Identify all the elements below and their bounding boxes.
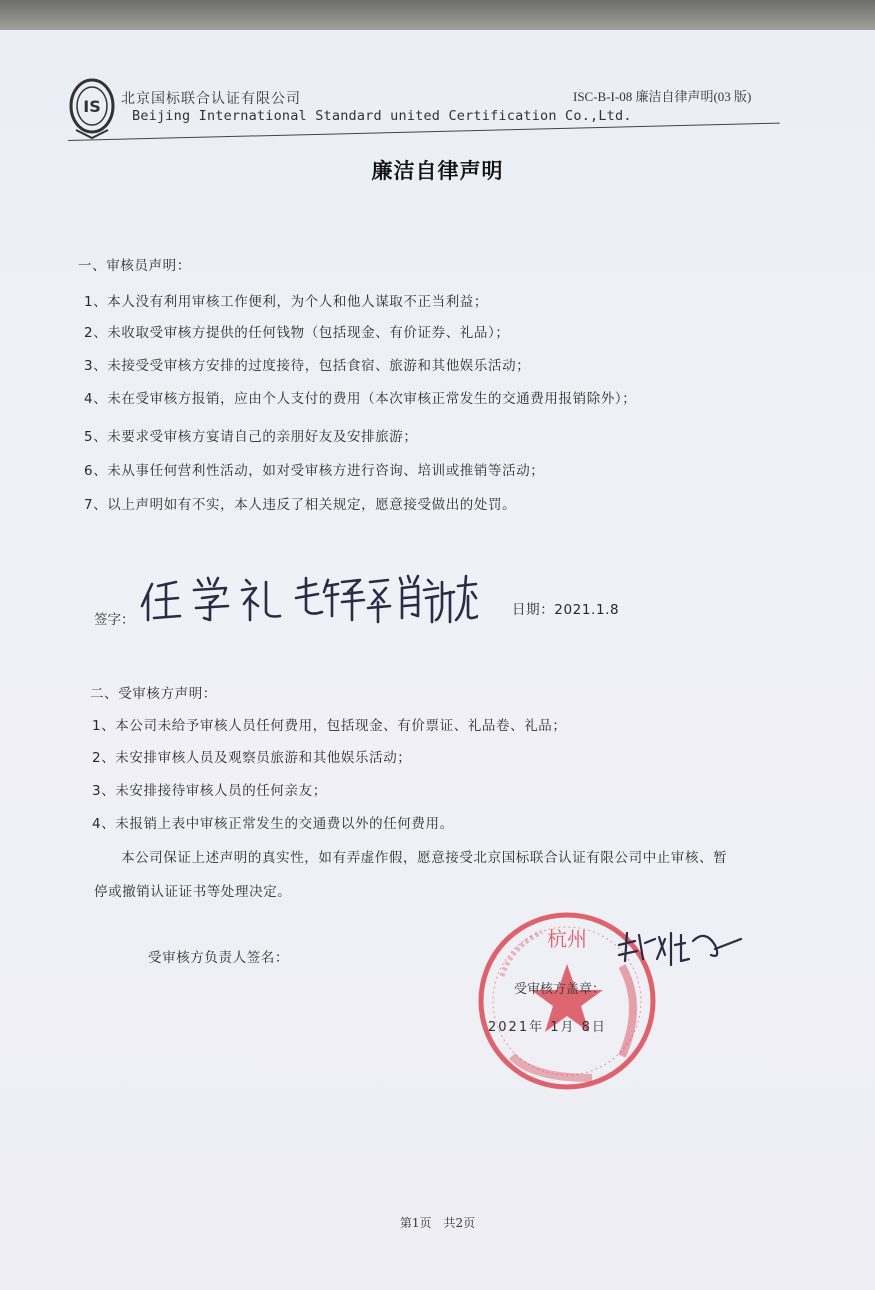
section2-item: 4、未报销上表中审核正常发生的交通费以外的任何费用。 bbox=[92, 816, 454, 832]
page-number: 第1页 共2页 bbox=[399, 1216, 476, 1230]
section1-item: 1、本人没有利用审核工作便利，为个人和他人谋取不正当利益； bbox=[84, 294, 488, 310]
document-page bbox=[0, 18, 875, 1290]
responsible-signature-label: 受审核方负责人签名： bbox=[148, 950, 289, 966]
company-name-en: Beijing International Standard united Certification Co.,Ltd. bbox=[132, 108, 632, 124]
section1-item: 3、未接受受审核方安排的过度接待，包括食宿、旅游和其他娱乐活动； bbox=[84, 358, 531, 374]
page-title: 廉洁自律声明 bbox=[371, 159, 504, 183]
auditor-handwritten-signature bbox=[138, 572, 478, 624]
signature-label: 签字： bbox=[94, 612, 135, 628]
section1-item: 7、以上声明如有不实，本人违反了相关规定，愿意接受做出的处罚。 bbox=[84, 497, 517, 513]
section1-item: 2、未收取受审核方提供的任何钱物（包括现金、有价证券、礼品）； bbox=[84, 325, 510, 341]
company-name-cn: 北京国标联合认证有限公司 bbox=[121, 91, 301, 107]
section2-item: 3、未安排接待审核人员的任何亲友； bbox=[92, 783, 327, 799]
audit-date: 日期：2021.1.8 bbox=[512, 602, 620, 618]
section1-item: 6、未从事任何营利性活动，如对受审核方进行咨询、培训或推销等活动； bbox=[84, 463, 545, 479]
guarantee-text-line2: 停或撤销认证证书等处理决定。 bbox=[94, 884, 292, 900]
section1-heading: 一、审核员声明： bbox=[78, 258, 191, 274]
document-code: ISC-B-I-08 廉洁自律声明(03 版) bbox=[573, 89, 752, 104]
company-logo-icon bbox=[68, 72, 116, 140]
seal-label: 受审核方盖章： bbox=[514, 982, 606, 997]
seal-text: 杭州 bbox=[547, 927, 587, 951]
guarantee-text-line1: 本公司保证上述声明的真实性，如有弄虚作假，愿意接受北京国标联合认证有限公司中止审核、暂 bbox=[121, 850, 728, 866]
section1-item: 4、未在受审核方报销，应由个人支付的费用（本次审核正常发生的交通费用报销除外）； bbox=[84, 391, 637, 407]
section2-item: 2、未安排审核人员及观察员旅游和其他娱乐活动； bbox=[92, 750, 412, 766]
section2-item: 1、本公司未给予审核人员任何费用，包括现金、有价票证、礼品卷、礼品； bbox=[92, 718, 567, 734]
section2-heading: 二、受审核方声明： bbox=[90, 686, 217, 702]
svg-text:IS: IS bbox=[83, 97, 101, 116]
seal-date: 2021年 1月 8日 bbox=[488, 1020, 607, 1035]
section1-item: 5、未要求受审核方宴请自己的亲朋好友及安排旅游； bbox=[84, 429, 418, 445]
scan-edge bbox=[0, 0, 875, 30]
responsible-handwritten-signature bbox=[615, 925, 745, 970]
